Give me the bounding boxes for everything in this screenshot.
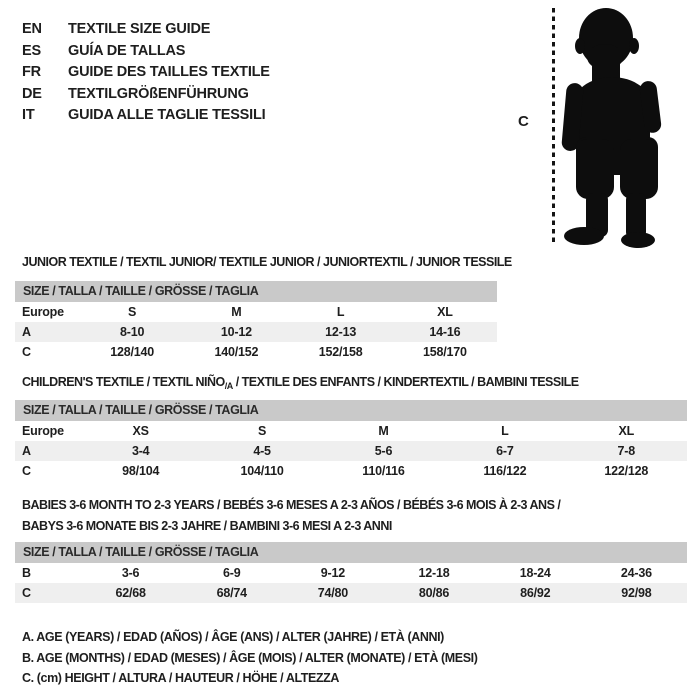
row-label: C bbox=[22, 586, 31, 600]
size-cell: 3-6 bbox=[121, 566, 140, 580]
size-cell: 140/152 bbox=[214, 345, 259, 359]
size-cell: 104/110 bbox=[240, 464, 284, 478]
size-cell: 6-9 bbox=[223, 566, 241, 580]
junior-size-table bbox=[15, 281, 497, 362]
footnote-c: C. (cm) HEIGHT / ALTURA / HAUTEUR / HÖHE / ALTEZZA bbox=[22, 671, 340, 685]
size-cell: XL bbox=[437, 305, 453, 319]
size-cell: XS bbox=[132, 424, 149, 438]
language-code: ES bbox=[22, 42, 41, 59]
row-label: B bbox=[22, 566, 31, 580]
language-code: EN bbox=[22, 21, 42, 37]
size-cell: 80/86 bbox=[418, 586, 450, 600]
size-cell: 74/80 bbox=[317, 586, 349, 600]
language-row-de bbox=[22, 84, 270, 106]
size-header-bar: SIZE / TALLA / TAILLE / GRÖSSE / TAGLIA bbox=[15, 281, 497, 302]
language-title: GUIDA ALLE TAGLIE TESSILI bbox=[68, 107, 266, 123]
row-label: Europe bbox=[22, 305, 64, 319]
size-cell: S bbox=[128, 305, 137, 319]
size-cell: 62/68 bbox=[115, 586, 146, 600]
footnote-a: A. AGE (YEARS) / EDAD (AÑOS) / ÂGE (ANS) / ALTER (JAHRE) / ETÀ (ANNI) bbox=[22, 630, 444, 644]
size-cell: 7-8 bbox=[617, 444, 636, 458]
size-cell: 128/140 bbox=[110, 345, 155, 359]
size-cell: 92/98 bbox=[621, 586, 652, 600]
size-cell: 6-7 bbox=[496, 444, 514, 458]
row-label: Europe bbox=[22, 424, 64, 438]
size-cell: 110/116 bbox=[362, 464, 405, 478]
size-cell: 122/128 bbox=[604, 464, 649, 478]
language-row-en bbox=[22, 19, 270, 41]
size-cell: M bbox=[378, 424, 389, 438]
size-cell: 10-12 bbox=[220, 325, 252, 339]
size-cell: 18-24 bbox=[519, 566, 551, 580]
language-title: GUIDE DES TAILLES TEXTILE bbox=[68, 64, 270, 80]
size-cell: 14-16 bbox=[429, 325, 461, 339]
language-code: DE bbox=[22, 85, 42, 102]
title-line: BABIES 3-6 MONTH TO 2-3 YEARS / BEBÉS 3-6 MESES A 2-3 AÑOS / BÉBÉS 3-6 MOIS À 2-3 ANS / bbox=[22, 498, 561, 512]
size-cell: M bbox=[231, 305, 242, 319]
table-row-height bbox=[15, 461, 687, 481]
junior-table-grid bbox=[15, 302, 497, 362]
title-line: BABYS 3-6 MONATE BIS 2-3 JAHRE / BAMBINI 3-6 MESI A 2-3 ANNI bbox=[22, 519, 392, 533]
row-label: A bbox=[22, 444, 31, 458]
size-cell: L bbox=[336, 305, 345, 319]
size-cell: 152/158 bbox=[318, 345, 363, 359]
height-measure-dashed-line bbox=[552, 8, 555, 246]
size-cell: 5-6 bbox=[374, 444, 393, 458]
table-row-age bbox=[15, 322, 497, 342]
language-code: FR bbox=[22, 64, 41, 80]
size-cell: 116/122 bbox=[483, 464, 527, 478]
language-row-fr bbox=[22, 62, 270, 84]
language-title: TEXTILGRÖßENFÜHRUNG bbox=[68, 85, 249, 102]
language-title: GUÍA DE TALLAS bbox=[68, 42, 186, 59]
size-cell: 98/104 bbox=[122, 464, 160, 478]
language-list bbox=[22, 19, 270, 127]
size-cell: 158/170 bbox=[422, 345, 467, 359]
size-cell: 12-13 bbox=[325, 325, 357, 339]
size-cell: 12-18 bbox=[418, 566, 450, 580]
size-cell: S bbox=[258, 424, 267, 438]
children-table-grid bbox=[15, 421, 687, 481]
size-cell: XL bbox=[618, 424, 635, 438]
height-measure-label: C bbox=[518, 113, 529, 130]
table-row-europe bbox=[15, 421, 687, 441]
size-cell: L bbox=[501, 424, 509, 438]
footnotes bbox=[22, 627, 478, 689]
table-row-europe bbox=[15, 302, 497, 322]
size-cell: 86/92 bbox=[520, 586, 551, 600]
children-size-table bbox=[15, 400, 687, 481]
footnote-b: B. AGE (MONTHS) / EDAD (MESES) / ÂGE (MOIS) / ALTER (MONATE) / ETÀ (MESI) bbox=[22, 650, 478, 665]
table-row-height bbox=[15, 583, 687, 603]
table-row-height bbox=[15, 342, 497, 362]
size-cell: 3-4 bbox=[131, 444, 150, 458]
title-text: CHILDREN'S TEXTILE / TEXTIL NIÑO bbox=[22, 375, 225, 389]
size-header-bar: SIZE / TALLA / TAILLE / GRÖSSE / TAGLIA bbox=[15, 542, 687, 563]
size-header-bar: SIZE / TALLA / TAILLE / GRÖSSE / TAGLIA bbox=[15, 400, 687, 421]
babies-table-grid bbox=[15, 563, 687, 603]
language-code: IT bbox=[22, 107, 35, 123]
toddler-silhouette-icon bbox=[556, 5, 666, 250]
table-row-months bbox=[15, 563, 687, 583]
language-title: TEXTILE SIZE GUIDE bbox=[68, 21, 211, 37]
row-label: C bbox=[22, 464, 31, 478]
babies-size-table bbox=[15, 542, 687, 603]
size-cell: 8-10 bbox=[120, 325, 145, 339]
row-label: C bbox=[22, 345, 31, 359]
language-row-es bbox=[22, 41, 270, 63]
row-label: A bbox=[22, 325, 31, 339]
babies-section-title bbox=[22, 495, 560, 537]
title-text: / TEXTILE DES ENFANTS / KINDERTEXTIL / BAMBINI TESSILE bbox=[232, 375, 579, 389]
title-subscript: /A bbox=[224, 381, 233, 391]
size-cell: 4-5 bbox=[253, 444, 271, 458]
table-row-age bbox=[15, 441, 687, 461]
children-section-title bbox=[22, 372, 579, 397]
size-cell: 24-36 bbox=[620, 566, 652, 580]
size-cell: 9-12 bbox=[320, 566, 345, 580]
language-row-it bbox=[22, 105, 270, 127]
size-cell: 68/74 bbox=[216, 586, 247, 600]
junior-section-title: JUNIOR TEXTILE / TEXTIL JUNIOR/ TEXTILE JUNIOR / JUNIORTEXTIL / JUNIOR TESSILE bbox=[22, 255, 512, 269]
